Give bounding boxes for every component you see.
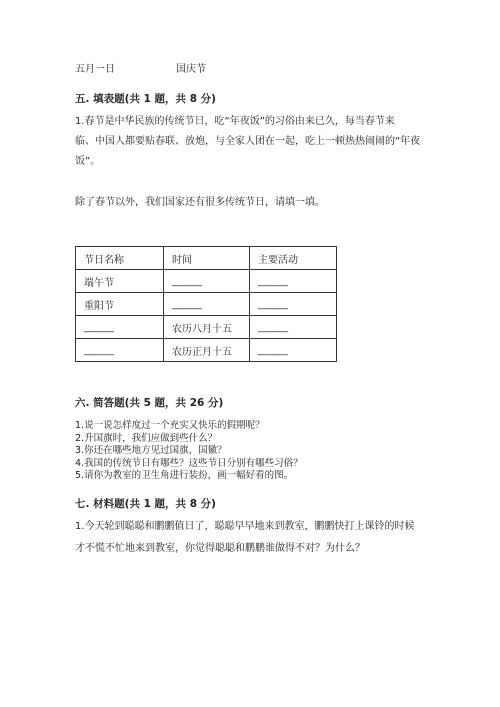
section5-q1-line2: 临、中国人都要贴春联、放炮，与全家人团在一起，吃上一顿热热闹闹的“年夜 bbox=[75, 136, 421, 147]
section5-q1-line1: 1.春节是中华民族的传统节日，吃“年夜饭”的习俗由来已久，每当春节来 bbox=[75, 116, 395, 127]
table-header-cell: 节日名称 bbox=[76, 247, 164, 270]
list-item: 1.说一说怎样度过一个充实又快乐的假期呢？ bbox=[75, 420, 265, 431]
section7-q1-line1: 1.今天轮到聪聪和鹏鹏值日了，聪聪早早地来到教室，鹏鹏快打上课铃的时候 bbox=[75, 521, 415, 532]
table-row bbox=[76, 270, 337, 293]
table-cell: ______ bbox=[250, 339, 337, 362]
table-cell: ______ bbox=[250, 270, 337, 293]
table-cell: 端午节 bbox=[76, 270, 164, 293]
section5-instruction: 除了春节以外，我们国家还有很多传统节日，请填一填。 bbox=[75, 197, 325, 208]
table-cell: ______ bbox=[250, 316, 337, 339]
section5-heading: 五. 填表题(共 1 题，共 8 分) bbox=[75, 93, 216, 105]
table-row bbox=[76, 316, 337, 339]
list-item: 5.请你为教室的卫生角进行装扮，画一幅好看的图。 bbox=[75, 470, 294, 482]
table-cell: ______ bbox=[164, 270, 250, 293]
table-cell: 重阳节 bbox=[76, 293, 164, 316]
table-header-cell: 时间 bbox=[164, 247, 250, 270]
section6-list bbox=[75, 420, 303, 483]
table-cell: ______ bbox=[76, 316, 164, 339]
list-item: 2.升国旗时，我们应做到些什么？ bbox=[75, 432, 218, 444]
section7-question bbox=[75, 516, 430, 560]
top-row-right: 国庆节 bbox=[176, 64, 206, 75]
list-item: 3.你还在哪些地方见过国旗，国徽？ bbox=[75, 445, 227, 457]
section7-heading: 七. 材料题(共 1 题，共 8 分) bbox=[75, 498, 216, 510]
table-row bbox=[76, 339, 337, 362]
table-cell: ______ bbox=[250, 293, 337, 316]
table-header-cell: 主要活动 bbox=[250, 247, 337, 270]
section5-q1-line3: 饭”。 bbox=[75, 156, 101, 167]
top-row-left: 五月一日 bbox=[75, 64, 115, 75]
table-row bbox=[76, 293, 337, 316]
table-cell: 农历正月十五 bbox=[164, 339, 250, 362]
list-item: 4.我国的传统节日有哪些？这些节日分别有哪些习俗？ bbox=[75, 457, 303, 469]
section7-q1-line2: 才不慌不忙地来到教室，你觉得聪聪和鹏鹏谁做得不对？为什么？ bbox=[75, 543, 365, 554]
table-cell: 农历八月十五 bbox=[164, 316, 250, 339]
table-header-row bbox=[76, 247, 337, 270]
table-cell: ______ bbox=[76, 339, 164, 362]
festival-table bbox=[75, 246, 337, 362]
table-cell: ______ bbox=[164, 293, 250, 316]
section6-heading: 六. 简答题(共 5 题，共 26 分) bbox=[75, 397, 224, 409]
section5-question bbox=[75, 112, 430, 172]
